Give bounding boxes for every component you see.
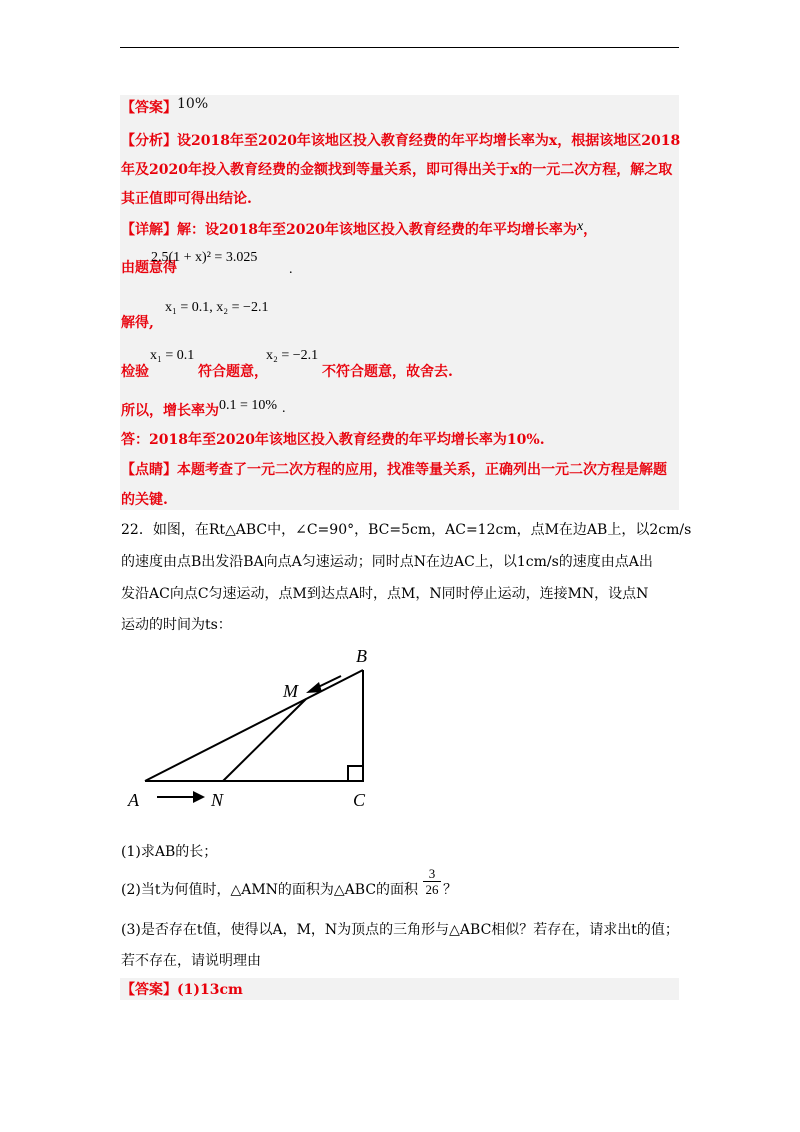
equation: 2.5(1 + x)² = 3.025 bbox=[151, 250, 258, 265]
side-ab bbox=[145, 670, 363, 781]
detail-end: ， bbox=[583, 222, 598, 238]
right-angle-mark bbox=[348, 766, 363, 781]
answer-value: 10% bbox=[177, 96, 209, 112]
analysis-text-1: 设2018年至2020年该地区投入教育经费的年平均增长率为x，根据该地区2018 bbox=[177, 133, 681, 149]
part-2-text: (2)当t为何值时，△AMN的面积为△ABC的面积 bbox=[121, 882, 419, 898]
check-prefix: 检验 bbox=[121, 364, 149, 380]
part-1: (1)求AB的长； bbox=[121, 844, 218, 860]
part-2-end: ？ bbox=[443, 882, 457, 898]
question-line-2: 的速度由点B出发沿BA向点A匀速运动；同时点N在边AC上，以1cm/s的速度由点A出 bbox=[121, 554, 653, 570]
check-val-1: x₁ = 0.1 bbox=[150, 348, 195, 363]
solve-prefix: 解得, bbox=[121, 315, 154, 331]
segment-mn bbox=[223, 699, 306, 781]
check-end: 不符合题意，故舍去. bbox=[322, 364, 453, 380]
equation-prefix: 由题意得 bbox=[121, 260, 177, 276]
arrow-m-head bbox=[306, 682, 322, 693]
comment-tag: 【点睛】 bbox=[121, 462, 177, 478]
label-b: B bbox=[356, 646, 367, 666]
equation-end: . bbox=[289, 262, 293, 277]
comment-text-1: 本题考查了一元二次方程的应用，找准等量关系，正确列出一元二次方程是解题 bbox=[177, 462, 667, 478]
arrow-n-head bbox=[193, 791, 205, 803]
reply-line: 答：2018年至2020年该地区投入教育经费的年平均增长率为10%. bbox=[121, 432, 545, 448]
answer-tag: 【答案】 bbox=[121, 100, 177, 116]
fraction-denominator: 26 bbox=[425, 882, 439, 897]
detail-tag: 【详解】 bbox=[121, 222, 177, 238]
so-value: 0.1 = 10% bbox=[219, 398, 278, 413]
answer-22-tag: 【答案】 bbox=[121, 982, 177, 998]
so-prefix: 所以，增长率为 bbox=[121, 403, 219, 419]
check-mid: 符合题意， bbox=[198, 364, 268, 380]
part-3-line-2: 若不存在，请说明理由 bbox=[121, 953, 261, 969]
fraction-3-26 bbox=[423, 866, 441, 897]
detail-text-1: 解：设2018年至2020年该地区投入教育经费的年平均增长率为 bbox=[177, 222, 577, 238]
label-m: M bbox=[283, 681, 298, 701]
part-2 bbox=[121, 880, 418, 900]
label-n: N bbox=[211, 790, 224, 810]
label-c: C bbox=[353, 790, 366, 810]
detail-var: x bbox=[576, 219, 584, 234]
question-line-4: 运动的时间为ts： bbox=[121, 617, 232, 633]
question-line-1: 22．如图，在Rt△ABC中，∠C=90°，BC=5cm，AC=12cm，点M在边AB上，以2cm/s bbox=[121, 522, 692, 538]
analysis-line-3: 其正值即可得出结论. bbox=[121, 191, 252, 207]
check-val-2: x₂ = −2.1 bbox=[266, 348, 319, 363]
part-3-line-1: (3)是否存在t值，使得以A，M，N为顶点的三角形与△ABC相似？若存在，请求出t的值； bbox=[121, 922, 679, 938]
analysis-tag: 【分析】 bbox=[121, 133, 177, 149]
question-line-3: 发沿AC向点C匀速运动，点M到达点A时，点M，N同时停止运动，连接MN，设点N bbox=[121, 586, 649, 602]
comment-line-2: 的关键. bbox=[121, 492, 168, 508]
so-end: . bbox=[282, 401, 286, 416]
analysis-line-2: 年及2020年投入教育经费的金额找到等量关系，即可得出关于x的一元二次方程，解之取 bbox=[121, 162, 673, 178]
answer-22-line bbox=[121, 980, 243, 1000]
answer-22-value: (1)13cm bbox=[177, 982, 243, 998]
fraction-numerator: 3 bbox=[423, 866, 441, 882]
label-a: A bbox=[128, 790, 139, 810]
solve-values: x₁ = 0.1, x₂ = −2.1 bbox=[165, 300, 269, 315]
